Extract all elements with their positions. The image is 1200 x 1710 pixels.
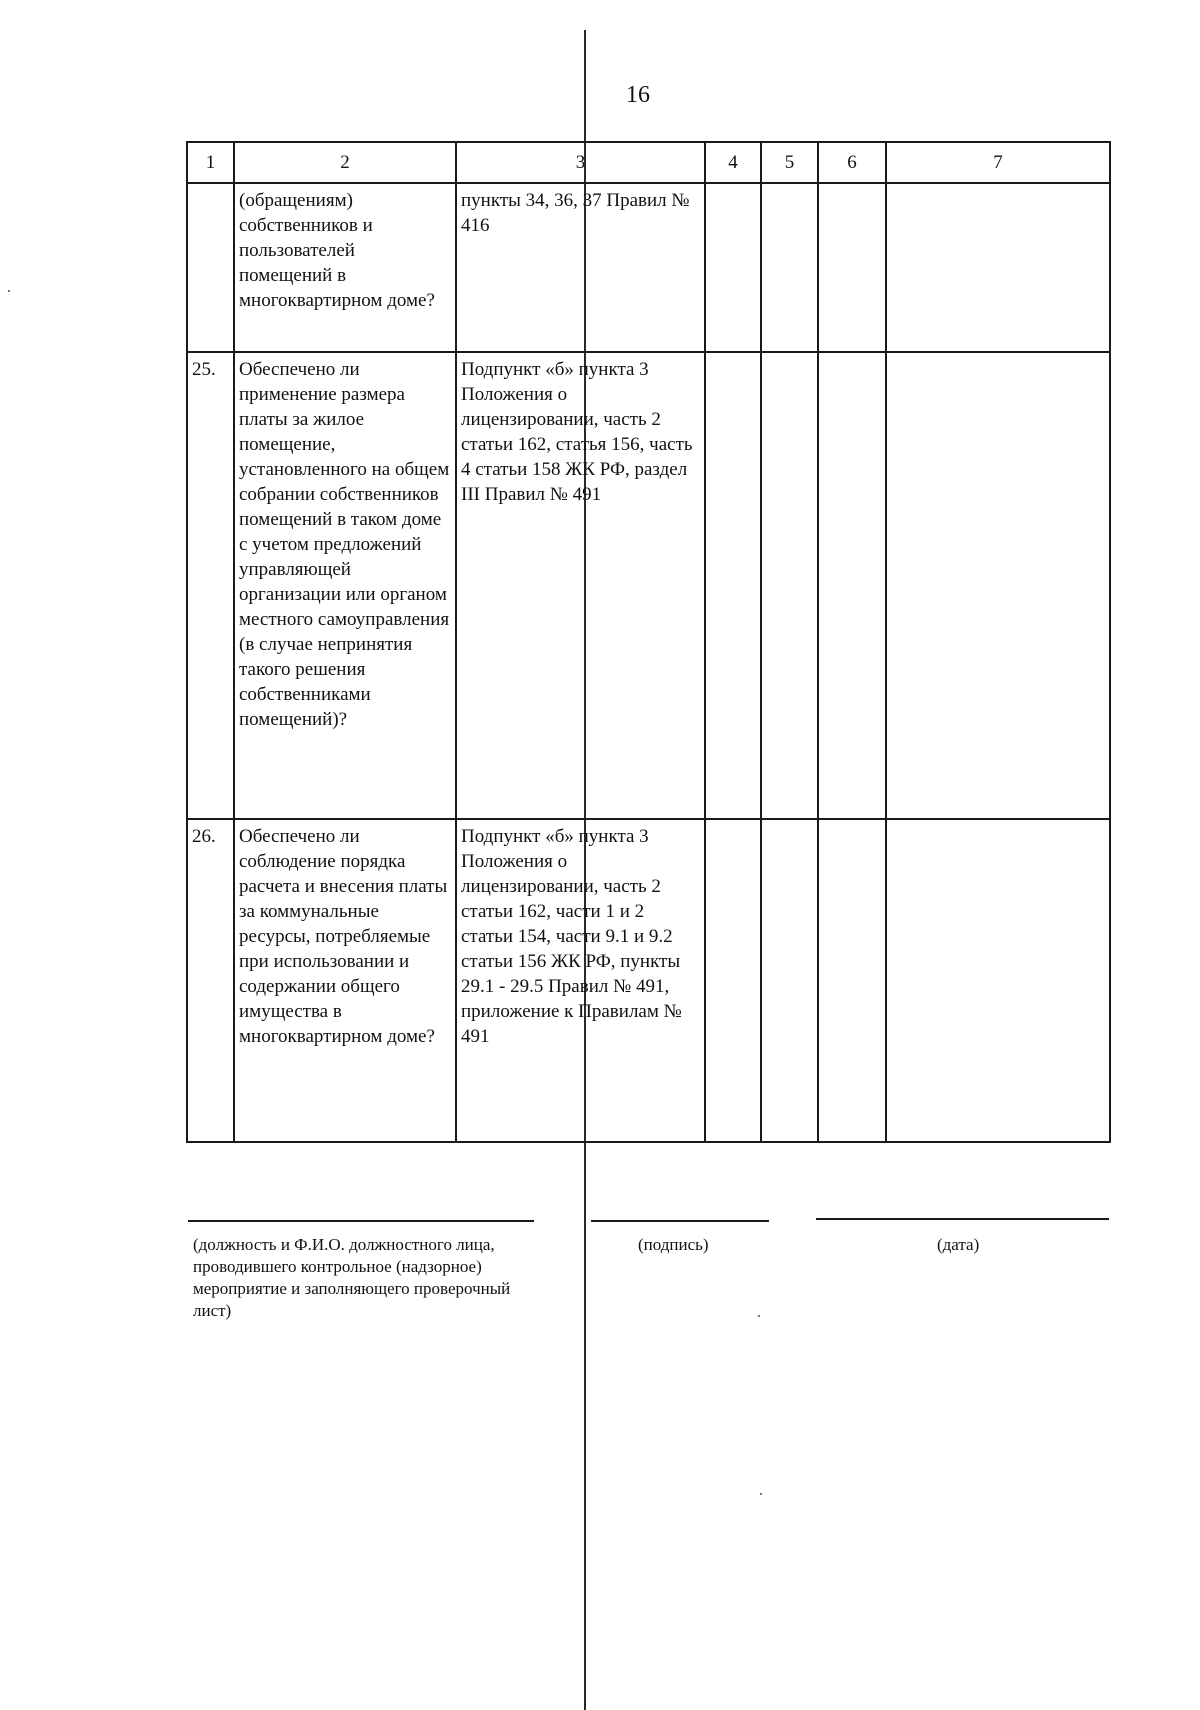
scan-speck	[8, 290, 10, 292]
table-row	[187, 183, 1110, 352]
row-cell-col5[interactable]	[761, 819, 818, 1142]
scan-speck	[758, 1315, 760, 1317]
date-label: (дата)	[937, 1235, 980, 1254]
header-cell: 6	[818, 142, 886, 183]
row-cell-col7[interactable]	[886, 352, 1110, 819]
row-cell-col6[interactable]	[818, 819, 886, 1142]
row-question: (обращениям) собственников и пользователей помещений в многоквартирном доме?	[234, 183, 456, 352]
header-cell: 3	[456, 142, 705, 183]
row-cell-col7[interactable]	[886, 183, 1110, 352]
row-references: пункты 34, 36, 37 Правил № 416	[456, 183, 705, 352]
row-number	[187, 183, 234, 352]
row-number: 25.	[187, 352, 234, 819]
header-cell: 1	[187, 142, 234, 183]
table-row	[187, 352, 1110, 819]
row-cell-col5[interactable]	[761, 183, 818, 352]
row-question: Обеспечено ли соблюдение порядка расчета и внесения платы за коммунальные ресурсы, потребляемые при использовании и содержании общего имущества в многоквартирном доме?	[234, 819, 456, 1142]
row-cell-col4[interactable]	[705, 183, 761, 352]
row-cell-col5[interactable]	[761, 352, 818, 819]
row-references: Подпункт «б» пункта 3 Положения о лицензировании, часть 2 статьи 162, статья 156, часть 4 статьи 158 ЖК РФ, раздел III Правил № 491	[456, 352, 705, 819]
signature-label: (подпись)	[638, 1235, 709, 1254]
row-cell-col4[interactable]	[705, 352, 761, 819]
header-cell: 5	[761, 142, 818, 183]
page-number: 16	[626, 82, 650, 108]
position-signature-line[interactable]	[188, 1220, 534, 1222]
date-signature-line[interactable]	[816, 1218, 1109, 1220]
row-references: Подпункт «б» пункта 3 Положения о лицензировании, часть 2 статьи 162, части 1 и 2 статьи 154, части 9.1 и 9.2 статьи 156 ЖК РФ, пункты 29.1 - 29.5 Правил № 491, приложение к Правилам № 491	[456, 819, 705, 1142]
header-cell: 7	[886, 142, 1110, 183]
row-cell-col6[interactable]	[818, 183, 886, 352]
checklist-table	[186, 141, 1111, 1143]
scan-speck	[760, 1493, 762, 1495]
header-cell: 2	[234, 142, 456, 183]
row-cell-col4[interactable]	[705, 819, 761, 1142]
signature-line[interactable]	[591, 1220, 769, 1222]
table-header-row	[187, 142, 1110, 183]
position-label: (должность и Ф.И.О. должностного лица, проводившего контрольное (надзорное) мероприятие и заполняющего проверочный лист)	[193, 1235, 511, 1320]
header-cell: 4	[705, 142, 761, 183]
row-question: Обеспечено ли применение размера платы за жилое помещение, установленного на общем собрании собственников помещений в таком доме с учетом предложений управляющей организации или органом местного самоуправления (в случае непринятия такого решения собственниками помещений)?	[234, 352, 456, 819]
row-cell-col6[interactable]	[818, 352, 886, 819]
row-cell-col7[interactable]	[886, 819, 1110, 1142]
row-number: 26.	[187, 819, 234, 1142]
table-row	[187, 819, 1110, 1142]
